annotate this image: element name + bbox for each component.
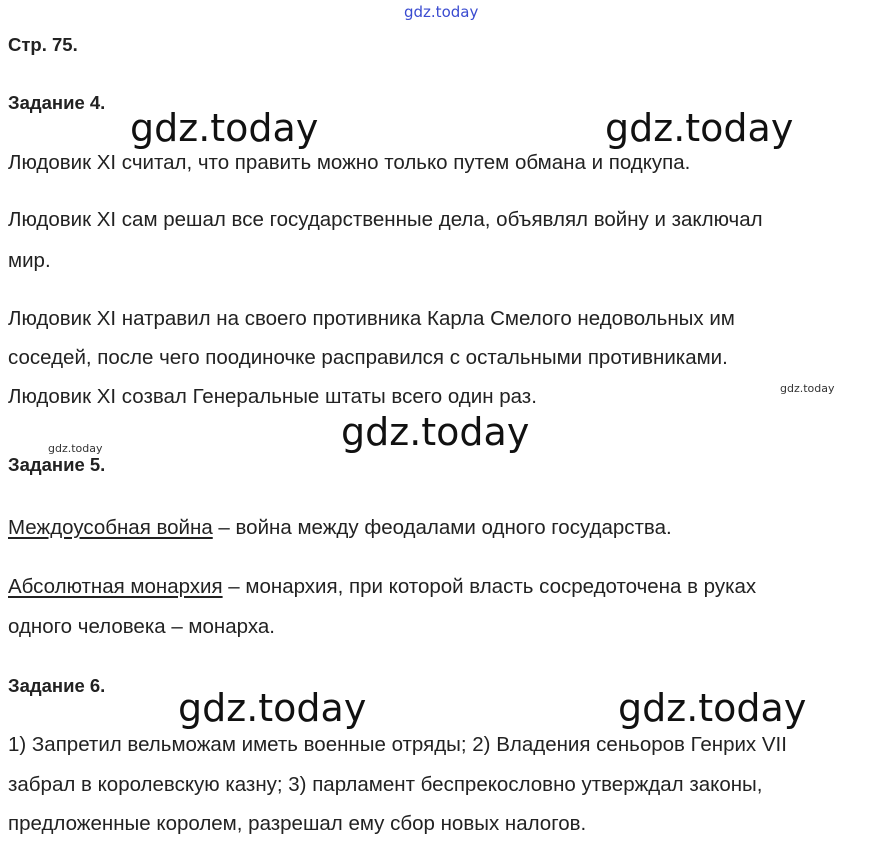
task4-paragraph-3-line-2: соседей, после чего поодиночке расправился с остальными противниками. bbox=[8, 346, 728, 369]
task6-line-3: предложенные королем, разрешал ему сбор новых налогов. bbox=[8, 812, 587, 835]
task5-definition-1 bbox=[8, 516, 672, 540]
watermark-small: gdz.today bbox=[780, 382, 835, 395]
term-absolute-monarchy: Абсолютная монархия bbox=[8, 575, 223, 598]
watermark-large: gdz.today bbox=[618, 686, 807, 730]
task6-line-2: забрал в королевскую казну; 3) парламент беспрекословно утверждал законы, bbox=[8, 773, 763, 796]
task6-line-1: 1) Запретил вельможам иметь военные отряды; 2) Владения сеньоров Генрих VII bbox=[8, 733, 787, 756]
definition-absolute-monarchy: – монархия, при которой власть сосредоточена в руках bbox=[222, 575, 757, 598]
task4-paragraph-2-line-1: Людовик XI сам решал все государственные дела, объявлял войну и заключал bbox=[8, 208, 763, 231]
task4-paragraph-2-line-2: мир. bbox=[8, 249, 51, 272]
task6-heading: Задание 6. bbox=[8, 675, 106, 696]
task4-paragraph-4: Людовик XI созвал Генеральные штаты всего один раз. bbox=[8, 385, 537, 408]
task5-definition-2-line-2: одного человека – монарха. bbox=[8, 615, 275, 638]
task5-definition-2-line-1 bbox=[8, 575, 756, 599]
term-civil-war: Междоусобная война bbox=[8, 516, 213, 539]
task4-heading: Задание 4. bbox=[8, 92, 106, 113]
task4-paragraph-3-line-1: Людовик XI натравил на своего противника Карла Смелого недовольных им bbox=[8, 307, 735, 330]
page-label: Стр. 75. bbox=[8, 34, 78, 55]
task4-paragraph-1: Людовик XI считал, что править можно только путем обмана и подкупа. bbox=[8, 151, 691, 174]
watermark-large: gdz.today bbox=[605, 106, 794, 150]
task5-heading: Задание 5. bbox=[8, 454, 106, 475]
watermark-small: gdz.today bbox=[48, 442, 103, 455]
watermark-large: gdz.today bbox=[130, 106, 319, 150]
watermark-top: gdz.today bbox=[404, 3, 479, 21]
watermark-large: gdz.today bbox=[341, 410, 530, 454]
watermark-large: gdz.today bbox=[178, 686, 367, 730]
definition-civil-war: – война между феодалами одного государства. bbox=[212, 516, 672, 539]
